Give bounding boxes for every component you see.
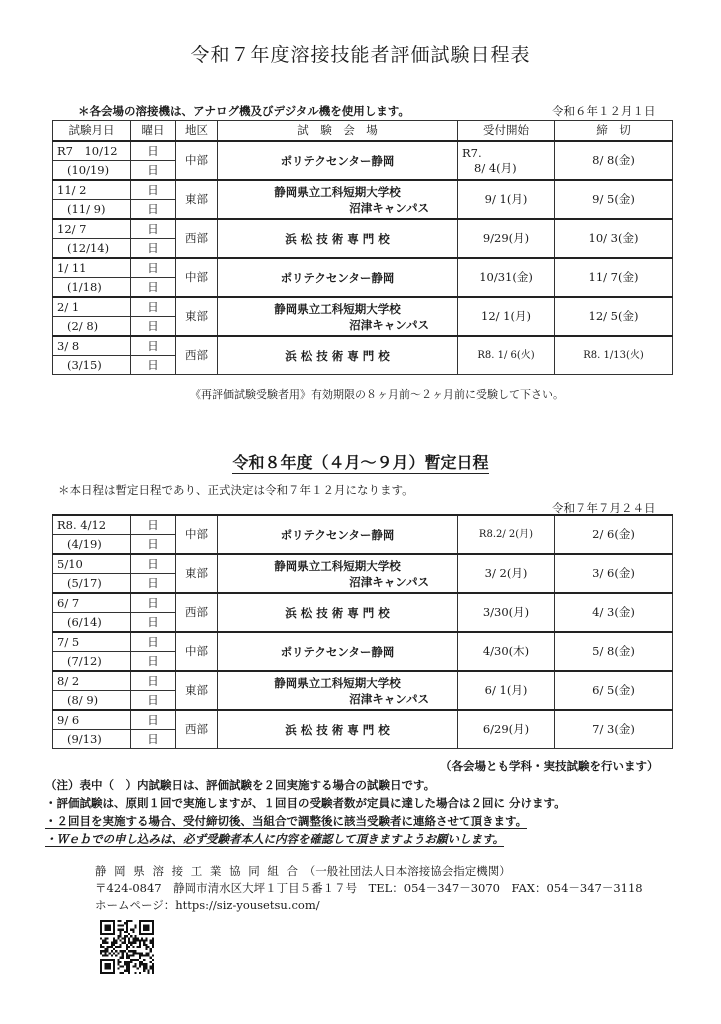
schedule-row [53, 297, 673, 317]
venue-name: 浜 松 技 術 専 門 校 [285, 722, 390, 737]
open-date: 10/31(金) [458, 258, 555, 297]
header-date: 試験月日 [53, 121, 131, 142]
header-day: 曜日 [131, 121, 176, 142]
exam-day-second: 日 [131, 535, 176, 555]
schedule-row [53, 554, 673, 574]
exam-day: 日 [131, 671, 176, 691]
notes-block [45, 776, 566, 848]
venue-name: 静岡県立工科短期大学校 [274, 301, 401, 316]
org-homepage[interactable]: ホームページ：https://siz-yousetsu.com/ [95, 898, 320, 912]
exam-day-second: 日 [131, 730, 176, 749]
exam-date-second: (12/14) [53, 239, 131, 259]
schedule-table-r8 [52, 514, 673, 749]
venue [218, 632, 458, 671]
region: 東部 [176, 554, 218, 593]
exam-date-second: (10/19) [53, 161, 131, 181]
exam-date-second: (5/17) [53, 574, 131, 594]
exam-day: 日 [131, 336, 176, 356]
exam-day: 日 [131, 180, 176, 200]
venue [218, 180, 458, 219]
region: 中部 [176, 515, 218, 554]
open-date: 9/ 1(月) [458, 180, 555, 219]
open-date: 6/ 1(月) [458, 671, 555, 710]
exam-day: 日 [131, 258, 176, 278]
venue-name: 浜 松 技 術 専 門 校 [285, 605, 390, 620]
close-date: 7/ 3(金) [555, 710, 673, 749]
issue-date: 令和６年１２月１日 [552, 104, 656, 118]
exam-date: R7 10/12 [53, 141, 131, 161]
exam-day-second: 日 [131, 161, 176, 181]
close-date: 9/ 5(金) [555, 180, 673, 219]
venue-campus: 沼津キャンパス [349, 691, 429, 706]
tentative-date: 令和７年７月２４日 [552, 501, 656, 515]
region: 西部 [176, 336, 218, 375]
venue [218, 258, 458, 297]
section-title-r8 [0, 450, 721, 473]
close-date: 12/ 5(金) [555, 297, 673, 336]
note-line: ・評価試験は、原則１回で実施しますが、１回目の受験者数が定員に達した場合は２回に 分けます。 [45, 796, 566, 810]
venue [218, 671, 458, 710]
exam-content-note: （各会場とも学科・実技試験を行います） [440, 759, 659, 773]
exam-date-second: (1/18) [53, 278, 131, 298]
retest-footnote: 《再評価試験受験者用》有効期限の８ヶ月前〜２ヶ月前に受験して下さい。 [190, 388, 564, 401]
venue-campus: 沼津キャンパス [349, 200, 429, 215]
note-welders: ＊各会場の溶接機は、アナログ機及びデジタル機を使用します。 [78, 104, 410, 118]
exam-date: 5/10 [53, 554, 131, 574]
region: 中部 [176, 258, 218, 297]
exam-date: 12/ 7 [53, 219, 131, 239]
close-date: 5/ 8(金) [555, 632, 673, 671]
venue-campus: 沼津キャンパス [349, 574, 429, 589]
venue-campus: 沼津キャンパス [349, 317, 429, 332]
schedule-table-r7 [52, 120, 673, 375]
exam-day: 日 [131, 219, 176, 239]
open-date: 6/29(月) [458, 710, 555, 749]
open-date: R8.2/ 2(月) [458, 515, 555, 554]
tentative-note: ＊本日程は暫定日程であり、正式決定は令和７年１２月になります。 [58, 483, 414, 497]
venue-name: 静岡県立工科短期大学校 [274, 184, 401, 199]
exam-date: 8/ 2 [53, 671, 131, 691]
region: 東部 [176, 671, 218, 710]
venue-name: 静岡県立工科短期大学校 [274, 558, 401, 573]
venue-name: 浜 松 技 術 専 門 校 [285, 231, 390, 246]
org-affiliation: （一般社団法人日本溶接協会指定機関） [303, 864, 511, 878]
venue [218, 593, 458, 632]
open-date: 9/29(月) [458, 219, 555, 258]
exam-date: 11/ 2 [53, 180, 131, 200]
exam-date-second: (9/13) [53, 730, 131, 749]
section-title-text: 令和８年度（４月〜９月）暫定日程 [232, 453, 489, 472]
open-date: 3/ 2(月) [458, 554, 555, 593]
exam-day-second: 日 [131, 691, 176, 711]
exam-date-second: (2/ 8) [53, 317, 131, 337]
close-date: 8/ 8(金) [555, 141, 673, 180]
venue [218, 219, 458, 258]
schedule-row [53, 219, 673, 239]
schedule-row [53, 141, 673, 161]
note-line-text: ・２回目を実施する場合、受付締切後、当組合で調整後に該当受験者に連絡させて頂きます。 [45, 814, 528, 828]
open-date [458, 141, 555, 180]
schedule-row [53, 258, 673, 278]
note-line [45, 830, 566, 848]
exam-date-second: (11/ 9) [53, 200, 131, 220]
exam-day: 日 [131, 710, 176, 730]
region: 西部 [176, 219, 218, 258]
close-date: 10/ 3(金) [555, 219, 673, 258]
schedule-row [53, 593, 673, 613]
region: 東部 [176, 297, 218, 336]
venue [218, 297, 458, 336]
organization-block [95, 863, 643, 914]
header-open: 受付開始 [458, 121, 555, 142]
exam-day: 日 [131, 515, 176, 535]
venue-name: 浜 松 技 術 専 門 校 [285, 348, 390, 363]
open-date: 3/30(月) [458, 593, 555, 632]
exam-day-second: 日 [131, 652, 176, 672]
org-address: 〒424-0847 静岡市清水区大坪１丁目５番１７号 TEL：054－347－3070 FAX：054－347－3118 [95, 881, 643, 895]
venue [218, 141, 458, 180]
exam-date: R8. 4/12 [53, 515, 131, 535]
org-name-line [95, 863, 643, 880]
region: 中部 [176, 632, 218, 671]
exam-day: 日 [131, 632, 176, 652]
close-date: 2/ 6(金) [555, 515, 673, 554]
exam-day: 日 [131, 593, 176, 613]
schedule-row [53, 632, 673, 652]
close-date: 6/ 5(金) [555, 671, 673, 710]
close-date: 3/ 6(金) [555, 554, 673, 593]
qr-code[interactable] [100, 920, 154, 974]
exam-date: 9/ 6 [53, 710, 131, 730]
exam-day-second: 日 [131, 200, 176, 220]
exam-day-second: 日 [131, 356, 176, 375]
close-date: 11/ 7(金) [555, 258, 673, 297]
note-line: （注）表中（ ）内試験日は、評価試験を２回実施する場合の試験日です。 [45, 778, 436, 792]
open-date-value: 8/ 4(月) [474, 160, 517, 175]
schedule-row [53, 710, 673, 730]
exam-date: 1/ 11 [53, 258, 131, 278]
region: 東部 [176, 180, 218, 219]
note-line-text: ・Ｗｅｂでの申し込みは、必ず受験者本人に内容を確認して頂きますようお願いします。 [45, 832, 505, 846]
header-close: 締 切 [555, 121, 673, 142]
venue [218, 336, 458, 375]
region: 西部 [176, 710, 218, 749]
schedule-row [53, 671, 673, 691]
schedule-row [53, 180, 673, 200]
region: 中部 [176, 141, 218, 180]
close-date: 4/ 3(金) [555, 593, 673, 632]
venue [218, 554, 458, 593]
exam-day-second: 日 [131, 278, 176, 298]
exam-date: 2/ 1 [53, 297, 131, 317]
header-venue: 試 験 会 場 [218, 121, 458, 142]
exam-day-second: 日 [131, 317, 176, 337]
note-line [45, 812, 566, 830]
open-date: 4/30(木) [458, 632, 555, 671]
exam-day: 日 [131, 297, 176, 317]
venue-name: ポリテクセンター静岡 [280, 527, 395, 542]
venue-name: ポリテクセンター静岡 [280, 644, 395, 659]
exam-date: 3/ 8 [53, 336, 131, 356]
open-date: 12/ 1(月) [458, 297, 555, 336]
schedule-row [53, 515, 673, 535]
exam-day: 日 [131, 141, 176, 161]
venue-name: 静岡県立工科短期大学校 [274, 675, 401, 690]
schedule-row [53, 336, 673, 356]
venue [218, 515, 458, 554]
venue [218, 710, 458, 749]
header-region: 地区 [176, 121, 218, 142]
exam-day-second: 日 [131, 574, 176, 594]
exam-date-second: (6/14) [53, 613, 131, 633]
exam-date-second: (8/ 9) [53, 691, 131, 711]
exam-date: 7/ 5 [53, 632, 131, 652]
exam-day: 日 [131, 554, 176, 574]
exam-date-second: (4/19) [53, 535, 131, 555]
open-date: R8. 1/ 6(火) [458, 336, 555, 375]
exam-date-second: (7/12) [53, 652, 131, 672]
org-name: 静 岡 県 溶 接 工 業 協 同 組 合 [95, 864, 301, 878]
region: 西部 [176, 593, 218, 632]
close-date: R8. 1/13(火) [555, 336, 673, 375]
venue-name: ポリテクセンター静岡 [280, 153, 395, 168]
open-era: R7. [462, 145, 482, 160]
venue-name: ポリテクセンター静岡 [280, 270, 395, 285]
page-title: 令和７年度溶接技能者評価試験日程表 [190, 44, 531, 66]
exam-day-second: 日 [131, 239, 176, 259]
exam-date: 6/ 7 [53, 593, 131, 613]
exam-day-second: 日 [131, 613, 176, 633]
exam-date-second: (3/15) [53, 356, 131, 375]
